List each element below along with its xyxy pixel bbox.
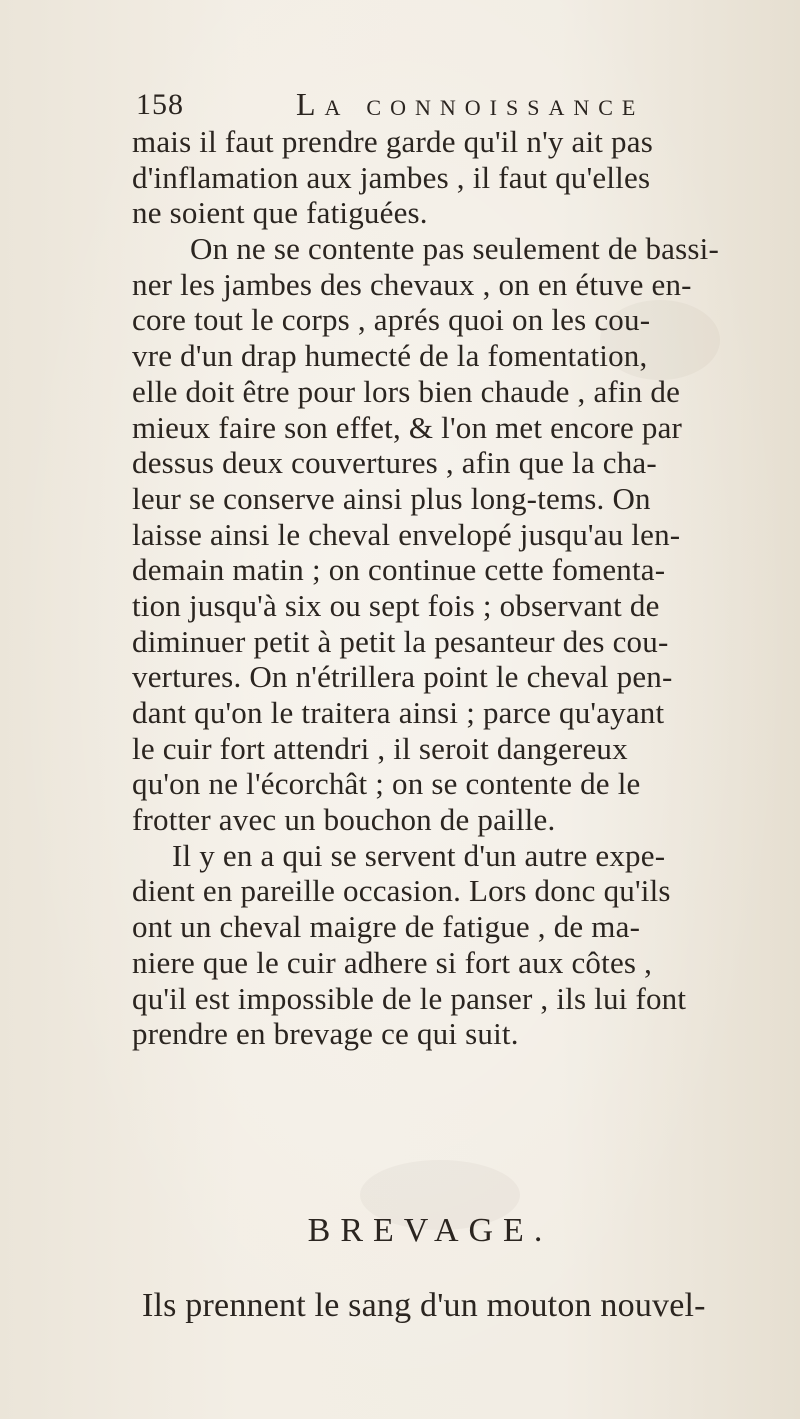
- text-line: mais il faut prendre garde qu'il n'y ait pas: [132, 124, 653, 159]
- running-head: La connoissance: [296, 86, 645, 122]
- text-line: mieux faire son effet, & l'on met encore par: [132, 409, 683, 445]
- text-line: qu'il est impossible de le panser , ils lui font: [132, 980, 687, 1016]
- body-text: [132, 124, 792, 1052]
- text-line: diminuer petit à petit la pesanteur des cou-: [132, 623, 669, 659]
- text-line: le cuir fort attendri , il seroit dangereux: [132, 730, 628, 766]
- text-line: core tout le corps , aprés quoi on les cou-: [132, 302, 651, 338]
- text-line: qu'on ne l'écorchât ; on se contente de le: [132, 766, 641, 802]
- paragraph-start: Il y en a qui se servent d'un autre expe-: [172, 837, 666, 873]
- text-line: dient en pareille occasion. Lors donc qu'ils: [132, 873, 671, 909]
- text-line: ne soient que fatiguées.: [132, 195, 428, 231]
- page-number: 158: [136, 88, 184, 121]
- text-line: ont un cheval maigre de fatigue , de ma-: [132, 909, 641, 945]
- section-title: BREVAGE.: [307, 1212, 553, 1249]
- text-line: prendre en brevage ce qui suit.: [132, 1016, 519, 1052]
- paragraph-start: On ne se contente pas seulement de bassi-: [190, 231, 720, 267]
- text-line: d'inflamation aux jambes , il faut qu'elles: [132, 159, 651, 195]
- text-line: tion jusqu'à six ou sept fois ; observant de: [132, 587, 660, 623]
- text-line: ner les jambes des chevaux , on en étuve en-: [132, 266, 692, 302]
- text-line: dessus deux couvertures , afin que la cha-: [132, 445, 657, 481]
- text-line: vre d'un drap humecté de la fomentation,: [132, 338, 648, 374]
- text-line: vertures. On n'étrillera point le cheval pen-: [132, 659, 673, 695]
- page-header: [136, 84, 696, 124]
- text-line: demain matin ; on continue cette fomenta-: [132, 552, 666, 588]
- text-line: laisse ainsi le cheval envelopé jusqu'au len-: [132, 516, 681, 552]
- text-line: Ils prennent le sang d'un mouton nouvel-: [142, 1287, 706, 1324]
- text-line: niere que le cuir adhere si fort aux côtes ,: [132, 944, 653, 980]
- text-line: dant qu'on le traitera ainsi ; parce qu'ayant: [132, 695, 665, 730]
- text-line: leur se conserve ainsi plus long-tems. On: [132, 480, 651, 516]
- text-line: frotter avec un bouchon de paille.: [132, 802, 556, 838]
- text-line: elle doit être pour lors bien chaude , afin de: [132, 373, 681, 409]
